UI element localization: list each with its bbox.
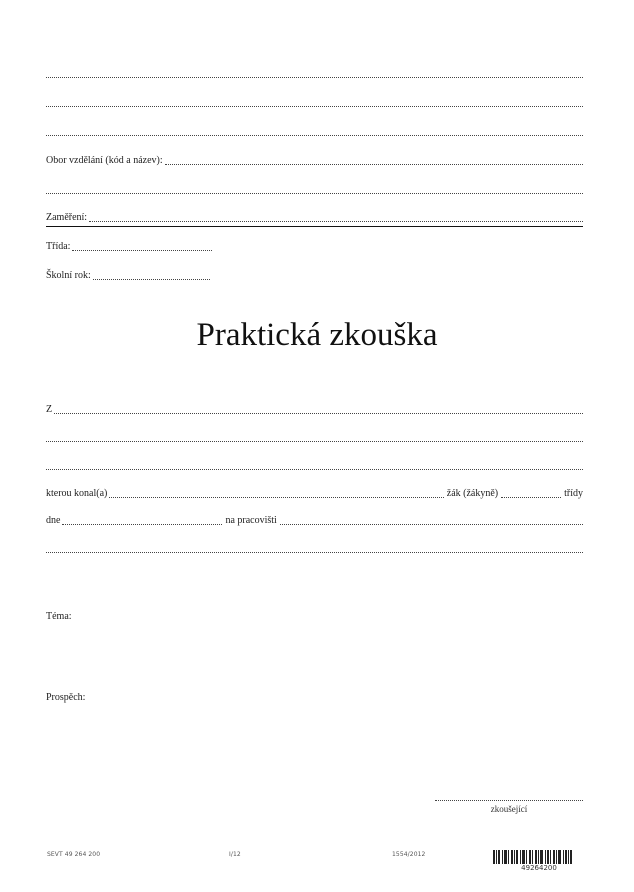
z-continuation-line-1[interactable] [46, 430, 583, 444]
prospech-label: Prospěch: [46, 692, 86, 703]
document-title: Praktická zkouška [196, 317, 438, 353]
z-label: Z [46, 404, 53, 415]
signature-line[interactable] [435, 800, 583, 801]
blank-line-2[interactable] [46, 95, 583, 109]
blank-line-3[interactable] [46, 124, 583, 138]
obor-continuation-line[interactable] [46, 182, 583, 196]
dotted-fill [46, 193, 583, 194]
student-name-input-line[interactable] [109, 497, 443, 498]
z-field[interactable] [46, 402, 583, 416]
dotted-fill [46, 552, 583, 553]
student-field-row [46, 486, 583, 500]
trida-field[interactable] [46, 239, 212, 253]
footer-form-number: I/12 [229, 851, 241, 858]
z-input-line[interactable] [54, 413, 583, 414]
obor-input-line[interactable] [165, 164, 583, 165]
tridy-label: třídy [564, 488, 583, 499]
trida-label: Třída: [46, 241, 71, 252]
date-input-line[interactable] [62, 524, 222, 525]
footer-publisher-code: SEVT 49 264 200 [47, 851, 101, 858]
class-input-line[interactable] [501, 497, 561, 498]
footer-approval-number: 1554/2012 [392, 851, 426, 858]
obor-field[interactable] [46, 153, 583, 167]
barcode-number: 49264200 [521, 864, 557, 872]
dotted-fill [46, 106, 583, 107]
signature-label: zkoušející [490, 804, 528, 814]
zamereni-input-line[interactable] [89, 221, 583, 222]
dotted-fill [46, 77, 583, 78]
skolni-rok-label: Školní rok: [46, 270, 91, 281]
dotted-fill [46, 441, 583, 442]
z-continuation-line-2[interactable] [46, 458, 583, 472]
dne-label: dne [46, 515, 61, 526]
skolni-rok-input-line[interactable] [93, 279, 210, 280]
barcode-icon [493, 850, 585, 864]
section-divider [46, 226, 583, 227]
trida-input-line[interactable] [72, 250, 212, 251]
obor-label: Obor vzdělání (kód a název): [46, 155, 163, 166]
dotted-fill [46, 469, 583, 470]
workplace-continuation-line[interactable] [46, 541, 583, 555]
kterou-konal-label: kterou konal(a) [46, 488, 108, 499]
zamereni-label: Zaměření: [46, 212, 88, 223]
zamereni-field[interactable] [46, 210, 583, 224]
skolni-rok-field[interactable] [46, 268, 210, 282]
blank-line-1[interactable] [46, 66, 583, 80]
date-workplace-row [46, 513, 583, 527]
zak-label: žák (žákyně) [446, 488, 499, 499]
tema-label: Téma: [46, 611, 72, 622]
pracoviste-label: na pracovišti [225, 515, 277, 526]
workplace-input-line[interactable] [280, 524, 583, 525]
dotted-fill [46, 135, 583, 136]
